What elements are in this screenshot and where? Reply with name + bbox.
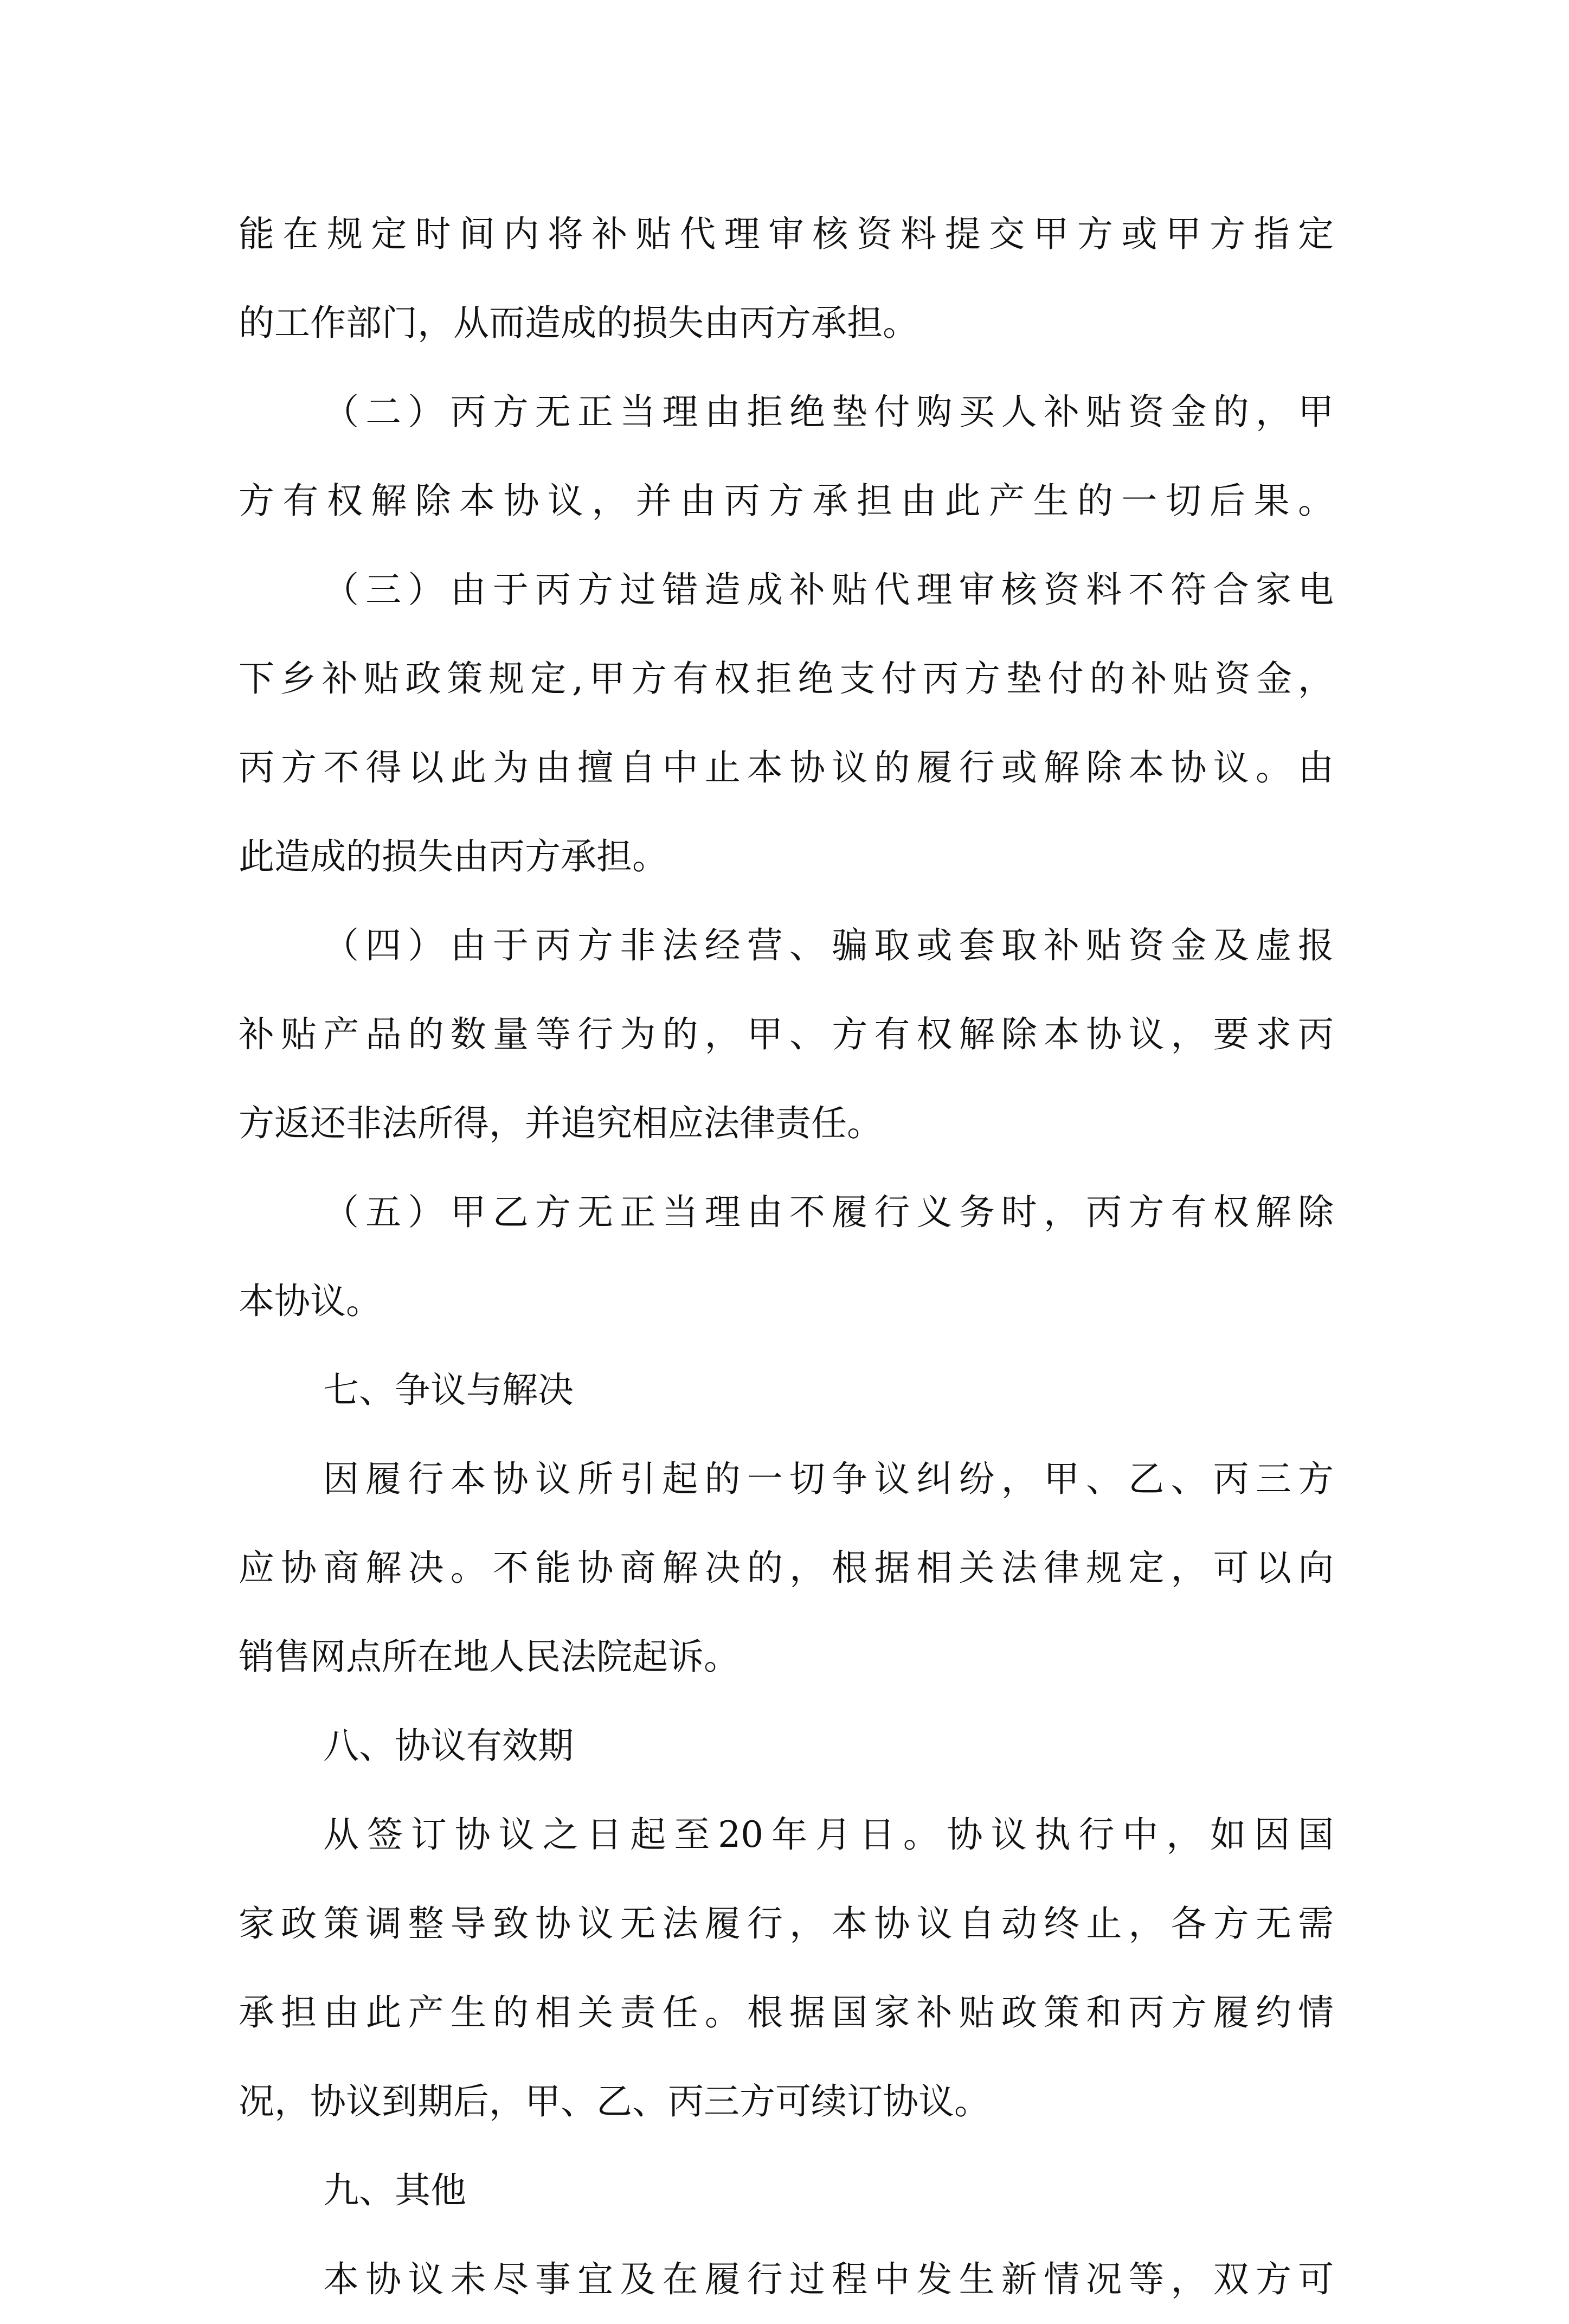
text-line: （五）甲乙方无正当理由不履行义务时，丙方有权解除 bbox=[323, 1191, 1334, 1233]
text-line: 下乡补贴政策规定,甲方有权拒绝支付丙方垫付的补贴资金， bbox=[239, 658, 1334, 699]
text-line: （四）由于丙方非法经营、骗取或套取补贴资金及虚报 bbox=[323, 925, 1334, 966]
text-line: 的工作部门，从而造成的损失由丙方承担。 bbox=[239, 302, 918, 344]
text-line: 方有权解除本协议，并由丙方承担由此产生的一切后果。 bbox=[239, 480, 1334, 522]
text-line: 销售网点所在地人民法院起诉。 bbox=[239, 1636, 740, 1678]
text-line: 家政策调整导致协议无法履行，本协议自动终止，各方无需 bbox=[239, 1903, 1334, 1944]
document-body bbox=[239, 190, 1334, 2324]
section-heading: 八、协议有效期 bbox=[323, 1725, 574, 1767]
text-line: 本协议。 bbox=[239, 1280, 382, 1322]
section-heading: 九、其他 bbox=[323, 2169, 466, 2211]
text-line: 方返还非法所得，并追究相应法律责任。 bbox=[239, 1102, 883, 1144]
text-line: 补贴产品的数量等行为的，甲、方有权解除本协议，要求丙 bbox=[239, 1013, 1334, 1055]
text-line: 本协议未尽事宜及在履行过程中发生新情况等，双方可 bbox=[323, 2258, 1334, 2300]
text-line: 况，协议到期后，甲、乙、丙三方可续订协议。 bbox=[239, 2081, 990, 2122]
text-line: 丙方不得以此为由擅自中止本协议的履行或解除本协议。由 bbox=[239, 747, 1334, 788]
section-heading: 七、争议与解决 bbox=[323, 1369, 574, 1411]
text-line: 此造成的损失由丙方承担。 bbox=[239, 836, 668, 877]
text-line: 因履行本协议所引起的一切争议纠纷，甲、乙、丙三方 bbox=[323, 1458, 1334, 1500]
text-line: 能在规定时间内将补贴代理审核资料提交甲方或甲方指定 bbox=[239, 213, 1334, 255]
text-line: 从签订协议之日起至20年月日。协议执行中，如因国 bbox=[323, 1814, 1334, 1856]
text-line: （三）由于丙方过错造成补贴代理审核资料不符合家电 bbox=[323, 569, 1334, 611]
text-line: 承担由此产生的相关责任。根据国家补贴政策和丙方履约情 bbox=[239, 1992, 1334, 2033]
text-line: （二）丙方无正当理由拒绝垫付购买人补贴资金的，甲 bbox=[323, 391, 1334, 433]
text-line: 应协商解决。不能协商解决的，根据相关法律规定，可以向 bbox=[239, 1547, 1334, 1589]
